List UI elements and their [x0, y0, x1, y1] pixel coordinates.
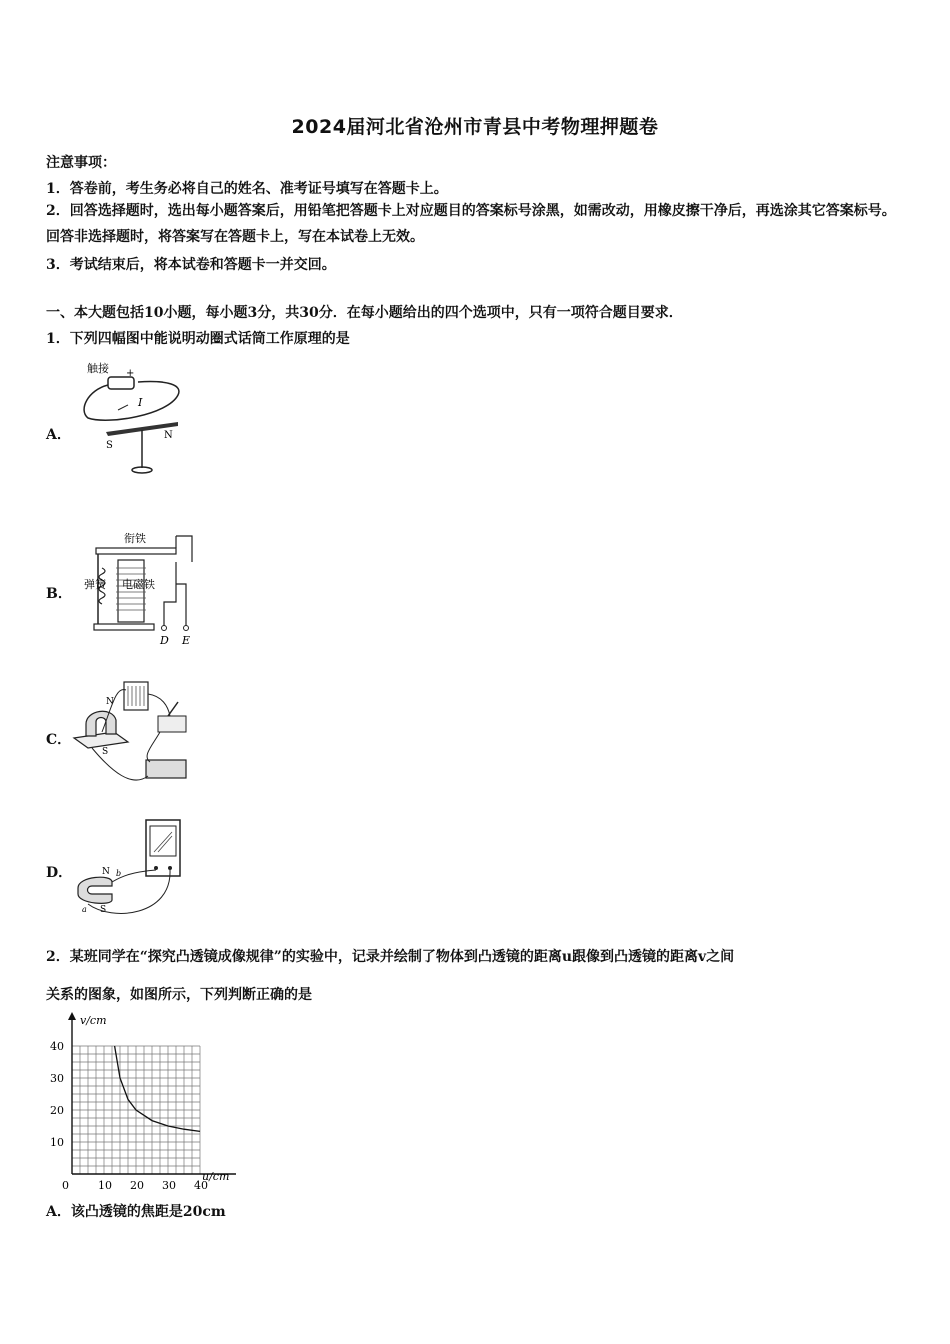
- label-e: E: [182, 634, 191, 647]
- label-spring: 弹簧: [84, 578, 106, 591]
- question-2-stem-2: 关系的图象，如图所示，下列判断正确的是: [46, 987, 312, 1003]
- figure-d-induction: [72, 816, 192, 922]
- x-tick-label: 10: [98, 1179, 112, 1190]
- uv-graph: [40, 1010, 250, 1190]
- label-n: N: [164, 430, 173, 441]
- notice-item-2: 2．回答选择题时，选出每小题答案后，用铅笔把答题卡上对应题目的答案标号涂黑，如需改动，用橡皮擦干净后，再选涂其它答案标号。回答非选择题时，将答案写在答题卡上，写在本试卷上无效。: [46, 203, 896, 245]
- y-tick-label: 40: [50, 1040, 64, 1053]
- y-axis-label: v/cm: [80, 1014, 107, 1027]
- option-b-label: B．: [46, 586, 72, 602]
- label-s: S: [106, 440, 113, 451]
- label-b: b: [116, 869, 122, 878]
- notice-heading: 注意事项：: [46, 155, 116, 171]
- label-armature: 衔铁: [124, 532, 146, 545]
- label-electromagnet: 电磁铁: [122, 578, 155, 591]
- label-contact: 触接: [87, 362, 109, 375]
- question-2-option-a: A．该凸透镜的焦距是20cm: [46, 1204, 226, 1220]
- y-tick-label: 20: [50, 1104, 64, 1117]
- x-tick-label: 20: [130, 1179, 144, 1190]
- option-d-label: D．: [46, 865, 73, 881]
- label-n: N: [106, 697, 114, 707]
- option-a-label: A．: [46, 427, 71, 443]
- label-s: S: [102, 747, 109, 757]
- question-2-stem-1: 2．某班同学在“探究凸透镜成像规律”的实验中，记录并绘制了物体到凸透镜的距离u跟像到凸透镜的距离v之间: [46, 949, 735, 965]
- v-u-curve: [115, 1046, 200, 1131]
- section-heading: 一、本大题包括10小题，每小题3分，共30分．在每小题给出的四个选项中，只有一项符合题目要求．: [46, 305, 683, 321]
- notice-item-1: 1．答卷前，考生务必将自己的姓名、准考证号填写在答题卡上。: [46, 181, 448, 197]
- label-current: I: [138, 396, 143, 409]
- notice-item-3: 3．考试结束后，将本试卷和答题卡一并交回。: [46, 257, 336, 273]
- page-title: 2024届河北省沧州市青县中考物理押题卷: [291, 116, 659, 138]
- option-c-label: C．: [46, 732, 72, 748]
- figure-c-generator: [72, 676, 196, 792]
- label-n: N: [102, 867, 110, 877]
- y-tick-label: 10: [50, 1136, 64, 1149]
- x-tick-label: 40: [194, 1179, 208, 1190]
- question-1-stem: 1．下列四幅图中能说明动圈式话筒工作原理的是: [46, 331, 350, 347]
- label-a: a: [82, 905, 87, 914]
- label-s: S: [100, 905, 107, 915]
- y-tick-label: 30: [50, 1072, 64, 1085]
- label-plus: +: [126, 368, 135, 379]
- x-axis-label: u/cm: [202, 1170, 230, 1183]
- x-tick-label: 0: [62, 1179, 69, 1190]
- label-d: D: [160, 634, 169, 647]
- figure-b-electric-bell: [78, 528, 198, 650]
- figure-a-oersted: [78, 360, 198, 480]
- x-tick-label: 30: [162, 1179, 176, 1190]
